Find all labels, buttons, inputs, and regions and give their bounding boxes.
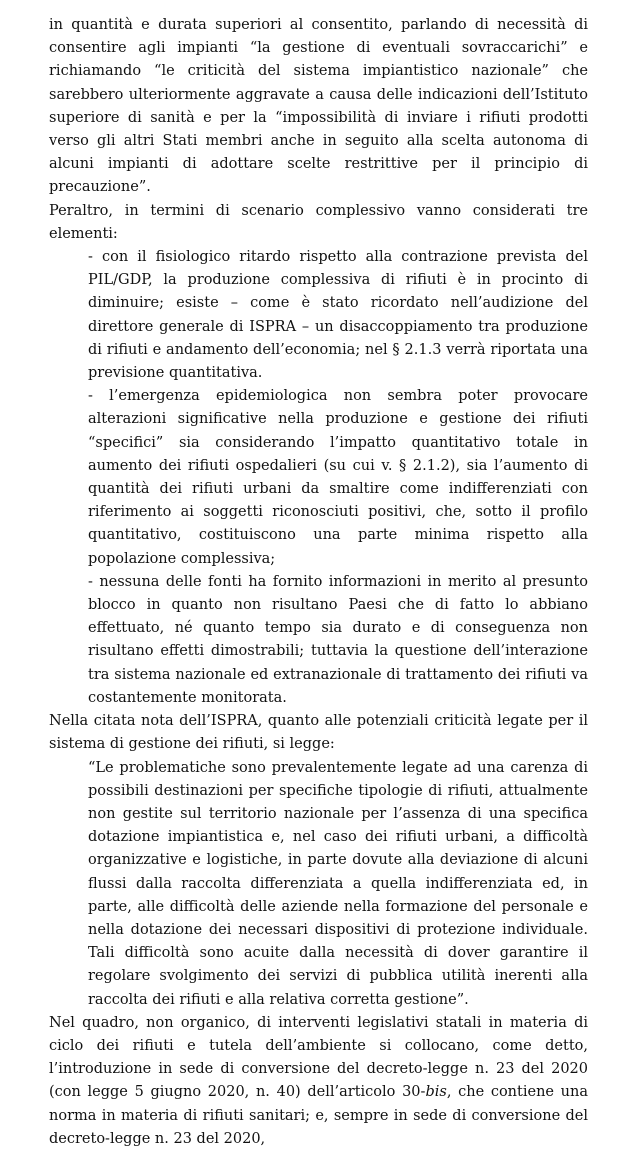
- paragraph-legislative-end: , che contiene una norma in materia di rifiuti sanitari; e, sempre in sede di conversione del decreto-legge n. 23 del 2020,: [49, 1084, 588, 1147]
- bullet-item-1: - con il fisiologico ritardo rispetto alla contrazione prevista del PIL/GDP, la produzione complessiva di rifiuti è in procinto di diminuire; esiste – come è stato ricordato nell’audizione del direttore generale di ISPRA – un disaccoppiamento tra produzione di rifiuti e andamento dell’economia; nel § 2.1.3 verrà riportata una previsione quantitativa.: [88, 249, 588, 382]
- bullet-item-3: - nessuna delle fonti ha fornito informazioni in merito al presunto blocco in quanto non risultano Paesi che di fatto lo abbiano effettuato, né quanto tempo sia durato e di conseguenza non risultano effetti dimostrabili; tuttavia la questione dell’interazione tra sistema nazionale ed extranazionale di trattamento dei rifiuti va costantemente monitorata.: [88, 573, 588, 706]
- bullet-item-2: - l’emergenza epidemiologica non sembra poter provocare alterazioni significative nella produzione e gestione dei rifiuti “specifici” sia considerando l’impatto quantitativo totale in aumento dei rifiuti ospedalieri (su cui v. § 2.1.2), sia l’aumento di quantità dei rifiuti urbani da smaltire come indifferenziati con riferimento ai soggetti riconosciuti positivi, che, sotto il profilo quantitativo, costituiscono una parte minima rispetto alla popolazione complessiva;: [88, 388, 588, 567]
- paragraph-scenario: Peraltro, in termini di scenario complessivo vanno considerati tre elementi:: [49, 202, 588, 242]
- paragraph-legislative-italic: bis: [425, 1084, 447, 1101]
- document-page: [49, 14, 588, 1151]
- paragraph-intro: in quantità e durata superiori al consentito, parlando di necessità di consentire agli impianti “la gestione di eventuali sovraccarichi” e richiamando “le criticità del sistema impiantistico nazionale” che sarebbero ulteriormente aggravate a causa delle indicazioni dell’Istituto superiore di sanità e per la “impossibilità di inviare i rifiuti prodotti verso gli altri Stati membri anche in seguito alla scelta autonoma di alcuni impianti di adottare scelte restrittive per il principio di precauzione”.: [49, 17, 588, 196]
- paragraph-legislative-start: Nel quadro, non organico, di interventi legislativi statali in materia di ciclo dei rifiuti e tutela dell’ambiente si collocano, come detto, l’introduzione in sede di conversione del decreto-legge n. 23 del 2020 (con legge 5 giugno 2020, n. 40) dell’articolo 30-: [49, 1014, 588, 1101]
- block-quote: “Le problematiche sono prevalentemente legate ad una carenza di possibili destinazioni per specifiche tipologie di rifiuti, attualmente non gestite sul territorio nazionale per l’assenza di una specifica dotazione impiantistica e, nel caso dei rifiuti urbani, a difficoltà organizzative e logistiche, in parte dovute alla deviazione di alcuni flussi dalla raccolta differenziata a quella indifferenziata ed, in parte, alle difficoltà delle aziende nella formazione del personale e nella dotazione dei necessari dispositivi di protezione individuale. Tali difficoltà sono acuite dalla necessità di dover garantire il regolare svolgimento dei servizi di pubblica utilità inerenti alla raccolta dei rifiuti e alla relativa corretta gestione”.: [88, 759, 588, 1008]
- paragraph-legislative: [49, 1012, 588, 1151]
- paragraph-ispra-note: Nella citata nota dell’ISPRA, quanto alle potenziali criticità legate per il sistema di gestione dei rifiuti, si legge:: [49, 713, 588, 753]
